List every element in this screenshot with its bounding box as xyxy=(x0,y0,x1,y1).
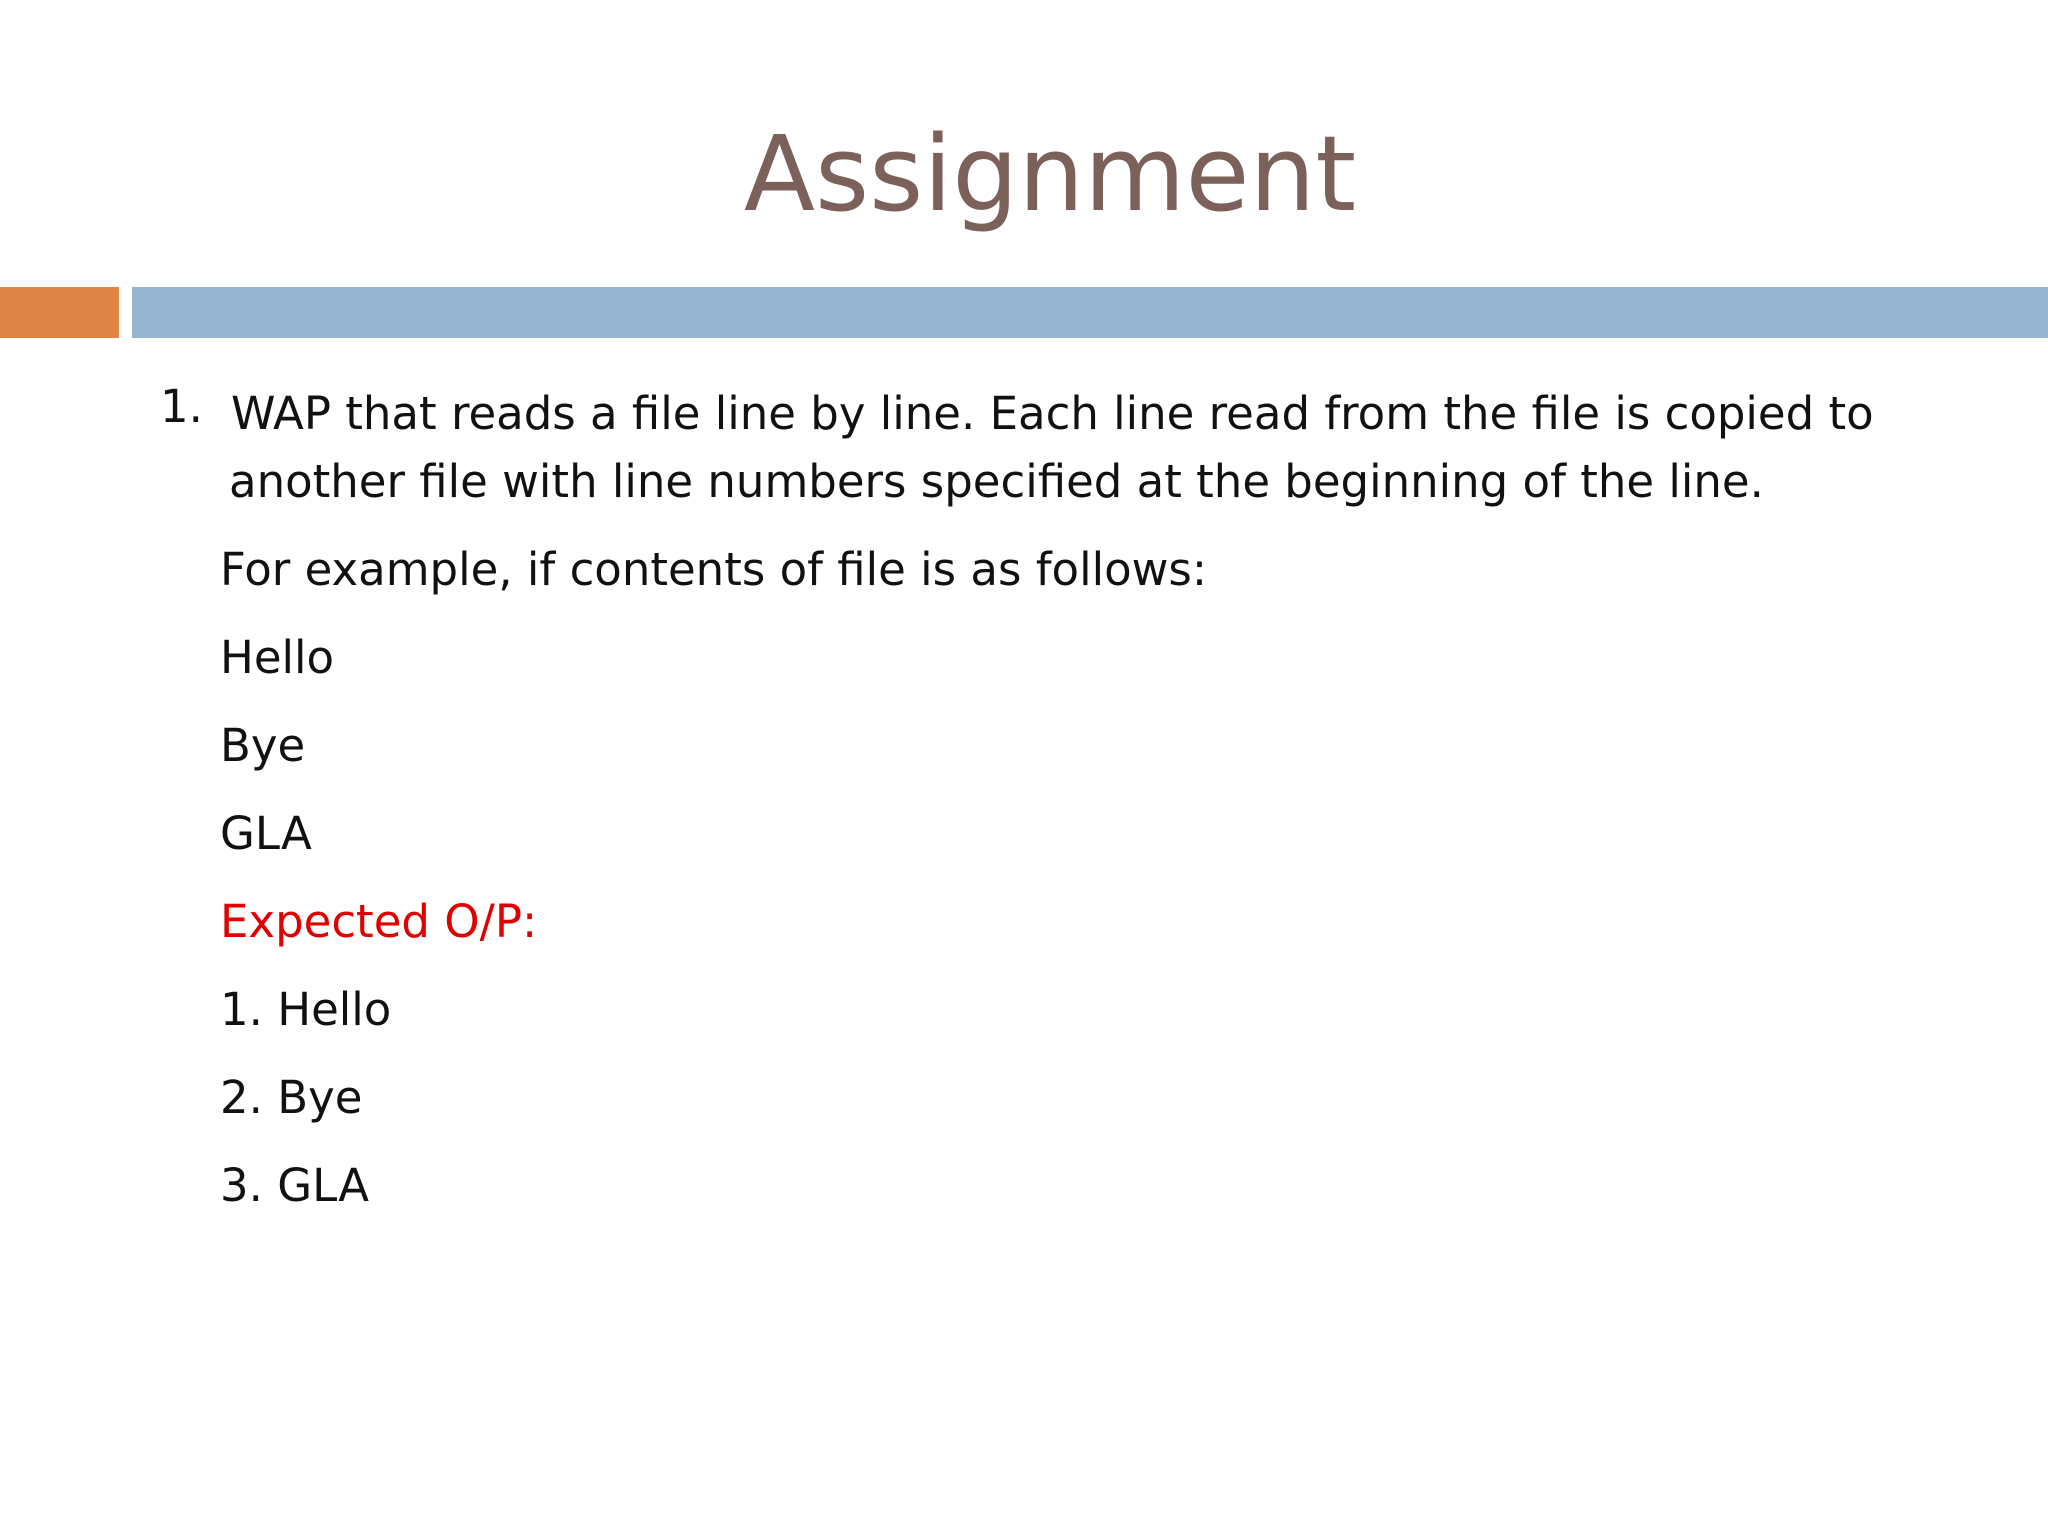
title-divider-bar xyxy=(132,287,2048,338)
assignment-item xyxy=(160,380,2020,516)
assignment-item-text xyxy=(231,380,2011,516)
input-line: Bye xyxy=(220,719,306,772)
input-line: GLA xyxy=(220,807,312,860)
assignment-item-number: 1. xyxy=(160,380,203,433)
assignment-item-text-line-2: another file with line numbers specified at the beginning of the line. xyxy=(229,455,1764,508)
example-intro: For example, if contents of file is as follows: xyxy=(220,543,1208,596)
assignment-item-text-line-1: WAP that reads a file line by line. Each line read from the file is copied to xyxy=(231,387,1874,440)
output-line: 3. GLA xyxy=(220,1159,369,1212)
output-line: 2. Bye xyxy=(220,1071,363,1124)
expected-output-label: Expected O/P: xyxy=(220,895,538,948)
slide-content xyxy=(160,380,2020,1230)
slide-title: Assignment xyxy=(743,113,1357,235)
title-accent-bar xyxy=(0,287,119,338)
input-line: Hello xyxy=(220,631,335,684)
output-line: 1. Hello xyxy=(220,983,392,1036)
